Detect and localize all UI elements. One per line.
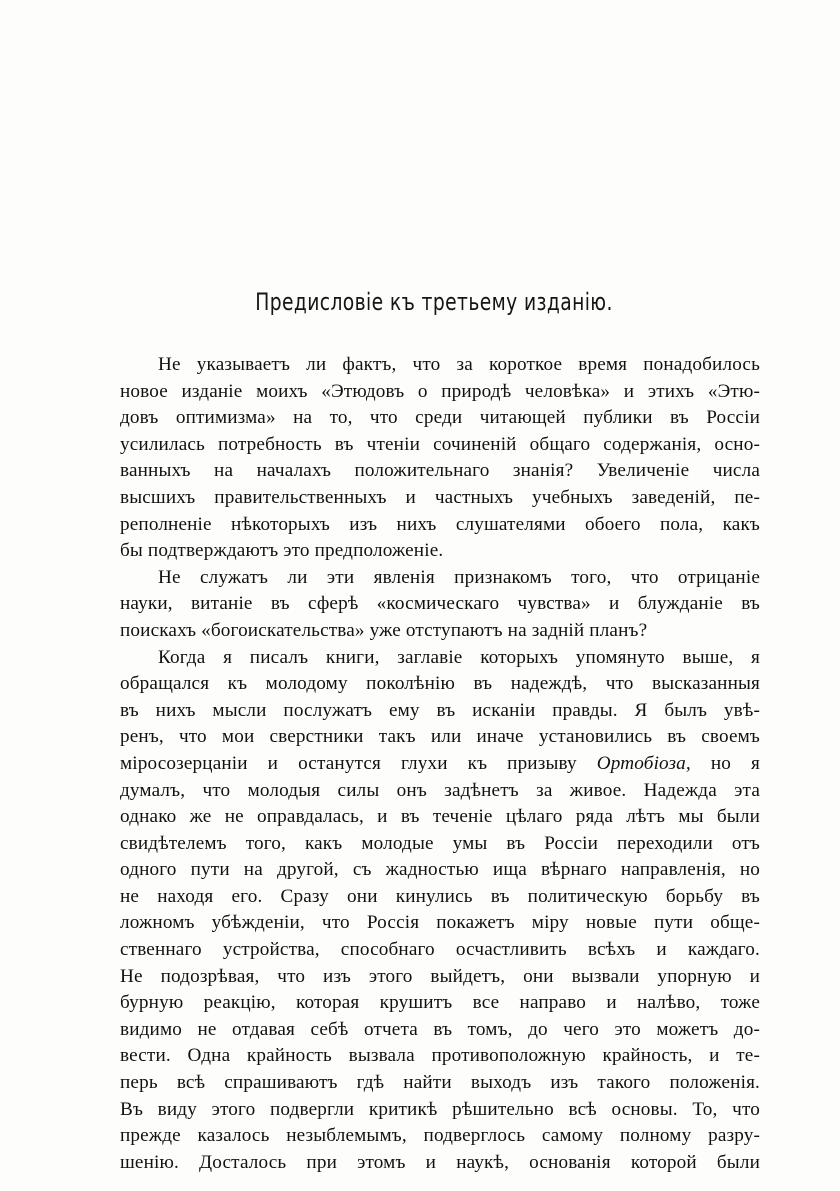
- text-line: бурную реакцію, которая крушитъ все направо и налѣво, тоже: [120, 992, 760, 1014]
- text-line: одного пути на другой, съ жадностью ища вѣрнаго направленія, но: [120, 859, 760, 881]
- text-line: Не служатъ ли эти явленія признакомъ того, что отрицаніе: [158, 566, 760, 588]
- text-line: въ нихъ мысли послужатъ ему въ исканіи правды. Я былъ увѣ-: [120, 699, 760, 721]
- text-line: свидѣтелемъ того, какъ молодые умы въ Россіи переходили отъ: [120, 832, 760, 854]
- text-line: Въ виду этого подвергли критикѣ рѣшительно всѣ основы. То, что: [120, 1098, 760, 1120]
- text-line: думалъ, что молодыя силы онъ задѣнетъ за живое. Надежда эта: [120, 779, 760, 801]
- text-line: Не указываетъ ли фактъ, что за короткое время понадобилось: [158, 354, 760, 375]
- text-line: науки, витаніе въ сферѣ «космическаго чувства» и блужданіе въ: [120, 593, 760, 615]
- italic-word: Ортобіоза,: [596, 752, 691, 774]
- page-heading: Предисловіе къ третьему изданію.: [255, 288, 613, 316]
- text-line: ственнаго устройства, способнаго осчастливить всѣхъ и каждаго.: [120, 939, 760, 961]
- text-line: довъ оптимизма» на то, что среди читающей публики въ Россіи: [120, 407, 760, 429]
- text-line: прежде казалось незыблемымъ, подверглось самому полному разру-: [120, 1125, 760, 1147]
- text-line: шенію. Досталось при этомъ и наукѣ, основанія которой были: [120, 1151, 760, 1173]
- text-line: вести. Одна крайность вызвала противоположную крайность, и те-: [120, 1045, 760, 1067]
- text-line: поискахъ «богоискательства» уже отступаютъ на задній планъ?: [120, 619, 648, 641]
- text-line-with-italic: [120, 751, 760, 778]
- text-segment: міросозерцаніи и останутся глухи къ призыву: [120, 752, 577, 774]
- text-line: ванныхъ на началахъ положительнаго знанія? Увеличеніе числа: [120, 460, 760, 482]
- text-line: ложномъ убѣжденіи, что Россія покажетъ міру новые пути обще-: [120, 912, 760, 934]
- text-line: однако же не оправдалась, и въ теченіе цѣлаго ряда лѣтъ мы были: [120, 806, 760, 828]
- text-line: новое изданіе моихъ «Этюдовъ о природѣ человѣка» и этихъ «Этю-: [120, 380, 760, 402]
- text-line: Когда я писалъ книги, заглавіе которыхъ упомянуто выше, я: [158, 646, 760, 668]
- text-line: обращался къ молодому поколѣнію въ надеждѣ, что высказанныя: [120, 673, 760, 695]
- text-line: усилилась потребность въ чтеніи сочиненій общаго содержанія, осно-: [120, 433, 760, 455]
- text-segment: но я: [710, 752, 760, 774]
- text-line: Не подозрѣвая, что изъ этого выйдетъ, они вызвали упорную и: [120, 965, 760, 987]
- text-line: бы подтверждаютъ это предположеніе.: [120, 540, 444, 562]
- page-body: [120, 352, 760, 1176]
- text-line: ренъ, что мои сверстники такъ или иначе установились въ своемъ: [120, 726, 760, 748]
- text-line: высшихъ правительственныхъ и частныхъ учебныхъ заведеній, пе-: [120, 486, 760, 508]
- text-line: перь всѣ спрашиваютъ гдѣ найти выходъ изъ такого положенія.: [120, 1072, 760, 1094]
- text-line: не находя его. Сразу они кинулись въ политическую борьбу въ: [120, 885, 760, 907]
- text-line: видимо не отдавая себѣ отчета въ томъ, до чего это можетъ до-: [120, 1018, 760, 1040]
- text-line: реполненіе нѣкоторыхъ изъ нихъ слушателями обоего пола, какъ: [120, 513, 760, 535]
